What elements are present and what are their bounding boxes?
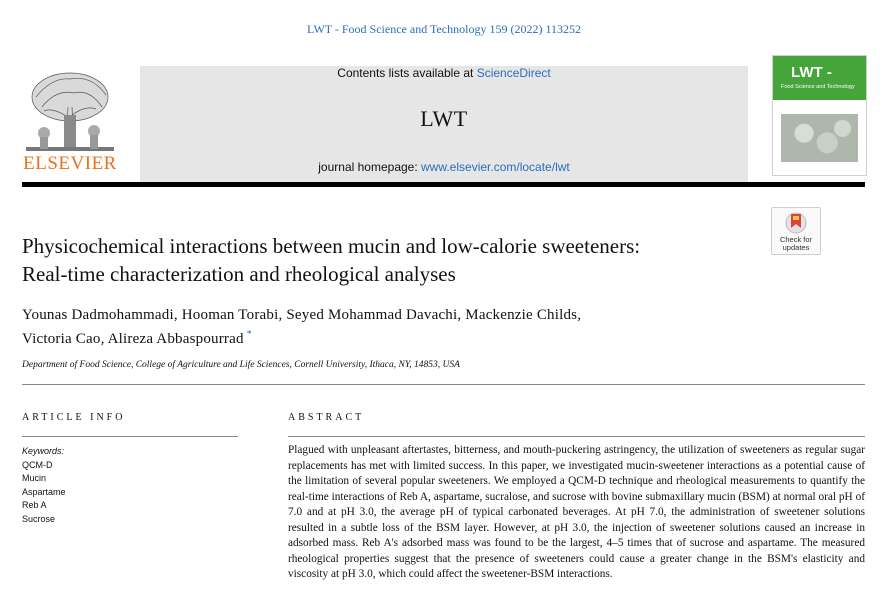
contents-prefix: Contents lists available at (337, 66, 477, 80)
masthead-rule (22, 182, 865, 187)
check-for-updates-button[interactable] (771, 207, 821, 255)
author-name[interactable]: Victoria Cao (22, 331, 101, 347)
corresponding-author-mark[interactable]: * (246, 329, 252, 340)
journal-masthead (22, 55, 865, 185)
keyword-item: QCM-D (22, 459, 53, 470)
cover-image (781, 114, 858, 162)
article-title-line2: Real-time characterization and rheological analyses (22, 262, 456, 286)
keyword-item: Aspartame (22, 486, 66, 497)
author-name[interactable]: Younas Dadmohammadi (22, 307, 174, 323)
author-name[interactable]: Mackenzie Childs (465, 307, 578, 323)
author-separator: , (577, 307, 582, 323)
cover-title: LWT - (791, 64, 832, 81)
article-title (22, 232, 762, 288)
keywords-heading: Keywords: (22, 446, 65, 456)
header-divider (22, 384, 865, 385)
homepage-prefix: journal homepage: (318, 160, 422, 174)
author-affiliation: Department of Food Science, College of Agriculture and Life Sciences, Cornell University, Ithaca, NY, 14853, USA (22, 360, 460, 370)
article-title-line1: Physicochemical interactions between mucin and low-calorie sweeteners: (22, 234, 641, 258)
check-for-updates-line2: updates (782, 243, 810, 252)
author-separator: , (173, 307, 182, 323)
keyword-item: Reb A (22, 500, 47, 510)
elsevier-wordmark: ELSEVIER (23, 153, 117, 174)
keyword-item: Mucin (22, 473, 47, 483)
article-info-heading: ARTICLE INFO (22, 412, 126, 423)
cover-subtitle: Food Science and Technology (781, 84, 855, 90)
author-name[interactable]: Seyed Mohammad Davachi (286, 307, 458, 323)
abstract-heading: ABSTRACT (288, 412, 365, 423)
journal-citation[interactable]: LWT - Food Science and Technology 159 (2022) 113252 (307, 22, 581, 36)
author-separator: , (278, 307, 287, 323)
journal-homepage-link[interactable]: www.elsevier.com/locate/lwt (421, 160, 570, 174)
keywords-list (22, 445, 232, 526)
article-info-rule (22, 436, 238, 437)
author-name[interactable]: Hooman Torabi (181, 307, 279, 323)
crossmark-icon (772, 208, 820, 236)
author-separator: , (100, 331, 108, 347)
check-for-updates-line1: Check for (779, 235, 813, 244)
check-for-updates-label (772, 236, 820, 252)
sciencedirect-link[interactable]: ScienceDirect (476, 66, 551, 80)
abstract-rule (288, 436, 865, 437)
keyword-item: Sucrose (22, 513, 56, 524)
masthead-info-box (140, 66, 748, 182)
author-separator: , (457, 307, 466, 323)
author-list (22, 305, 782, 349)
journal-cover-thumbnail[interactable] (772, 55, 867, 176)
abstract-text: Plagued with unpleasant aftertastes, bitterness, and mouth-puckering astringency, the utilization of sweeteners as regular sugar replacements has met with limited success. In this paper, we investigated mucin-sweetener interactions as a potential cause of the limitation of several popular sweeteners. We employed a QCM-D technique and rheological measurements to quantify the real-time interactions of Reb A, aspartame, sucralose, and sucrose with bovine submaxillary mucin (BSM) at normal oral pH of 7.0 and at pH 3.0, the average pH of typical carbonated beverages. At pH 7.0, the administration of sweetener solutions resulted in a subtle loss of the BSM layer. However, at pH 3.0, the injection of sweetener solutions caused an increase in adsorbed mass. Reb A's adsorbed mass was found to be the largest, 4–5 times that of sucrose and aspartame. The measured rheological properties suggest that the presence of sweeteners could cause a greater change in the BSM's elasticity and viscosity at pH 3.0, which could affect the sweetener-BSM interactions. (288, 444, 865, 580)
contents-available-line (140, 66, 748, 80)
journal-name: LWT (420, 106, 468, 131)
journal-homepage-line (140, 160, 748, 174)
author-name[interactable]: Alireza Abbaspourrad (107, 331, 244, 347)
